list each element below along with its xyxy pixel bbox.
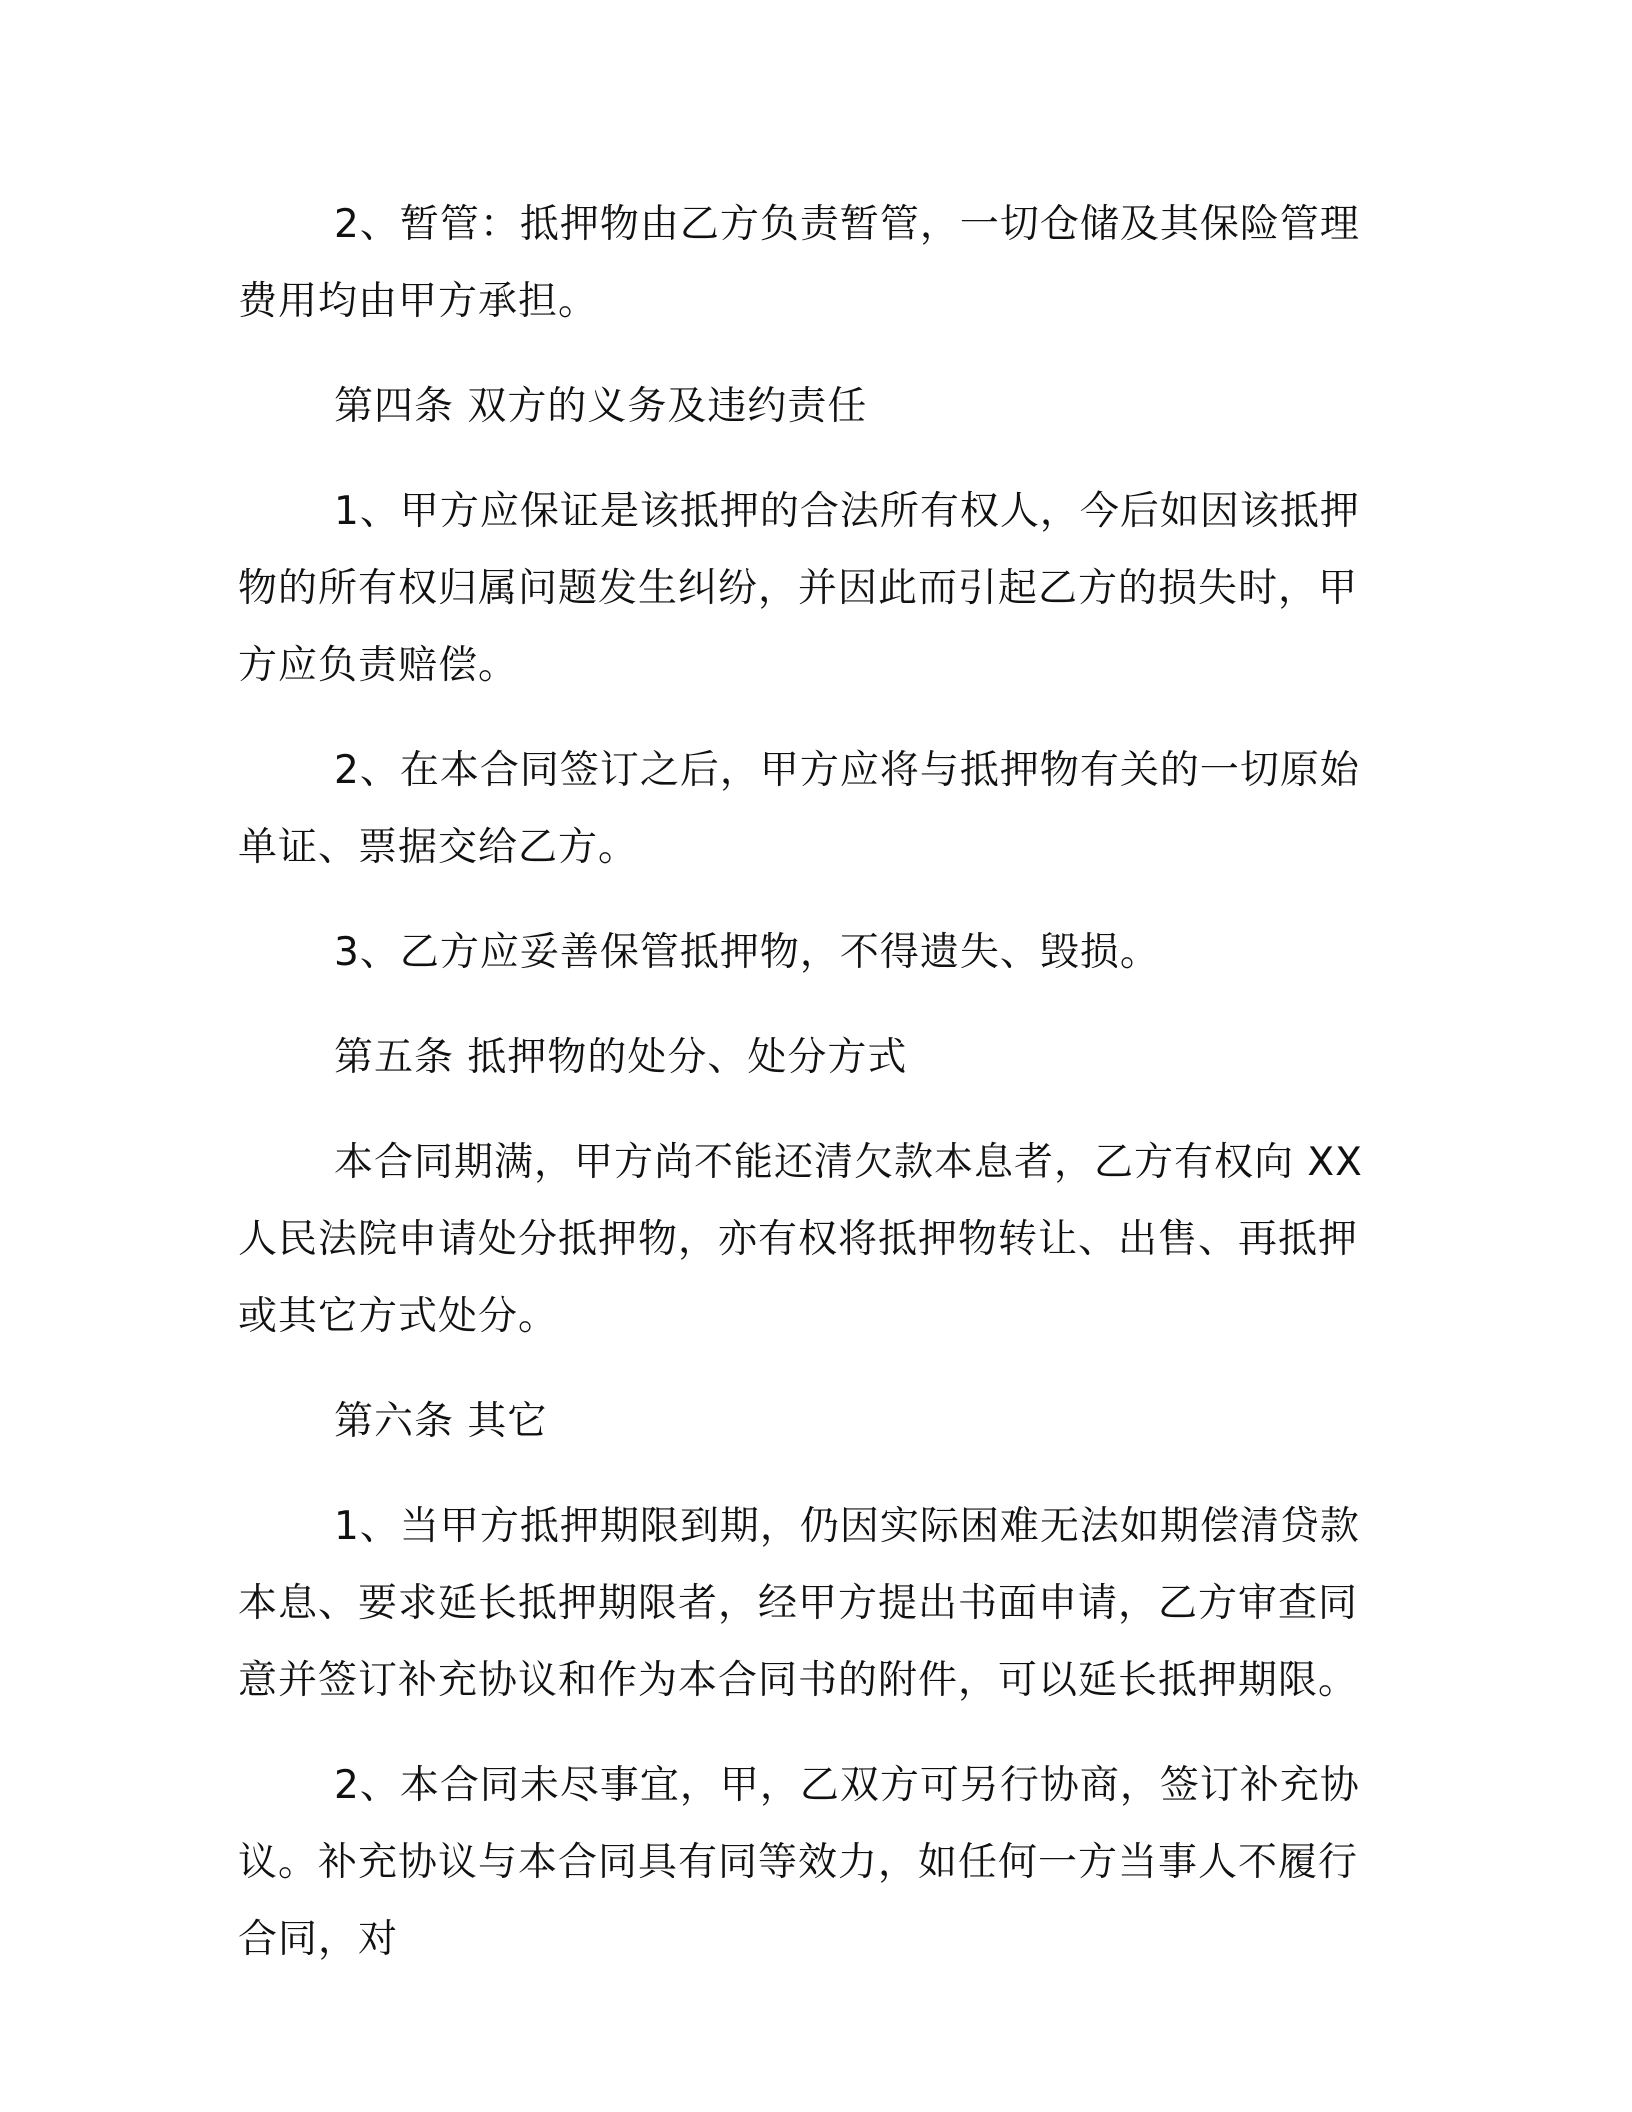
clause-6-item-2: 2、本合同未尽事宜，甲，乙双方可另行协商，签订补充协议。补充协议与本合同具有同等效力，如任何一方当事人不履行合同，对 <box>238 1763 1360 1962</box>
clause-4-item-3: 3、乙方应妥善保管抵押物，不得遗失、毁损。 <box>334 930 1160 975</box>
clause-4-item-2: 2、在本合同签订之后，甲方应将与抵押物有关的一切原始单证、票据交给乙方。 <box>238 748 1360 870</box>
clause-6-item-1: 1、当甲方抵押期限到期，仍因实际困难无法如期偿清贷款本息、要求延长抵押期限者，经甲方提出书面申请，乙方审查同意并签订补充协议和作为本合同书的附件，可以延长抵押期限。 <box>238 1504 1360 1703</box>
article-5-heading: 第五条 抵押物的处分、处分方式 <box>334 1035 908 1080</box>
document-body <box>238 186 1388 2006</box>
article-4-heading: 第四条 双方的义务及违约责任 <box>334 384 868 429</box>
article-6-heading: 第六条 其它 <box>334 1399 548 1444</box>
clause-4-item-1: 1、甲方应保证是该抵押的合法所有权人，今后如因该抵押物的所有权归属问题发生纠纷，并因此而引起乙方的损失时，甲方应负责赔偿。 <box>238 489 1360 688</box>
clause-3-item-2: 2、暂管：抵押物由乙方负责暂管，一切仓储及其保险管理费用均由甲方承担。 <box>238 202 1360 324</box>
clause-5-body: 本合同期满，甲方尚不能还清欠款本息者，乙方有权向 XX 人民法院申请处分抵押物，亦有权将抵押物转让、出售、再抵押或其它方式处分。 <box>238 1140 1377 1339</box>
